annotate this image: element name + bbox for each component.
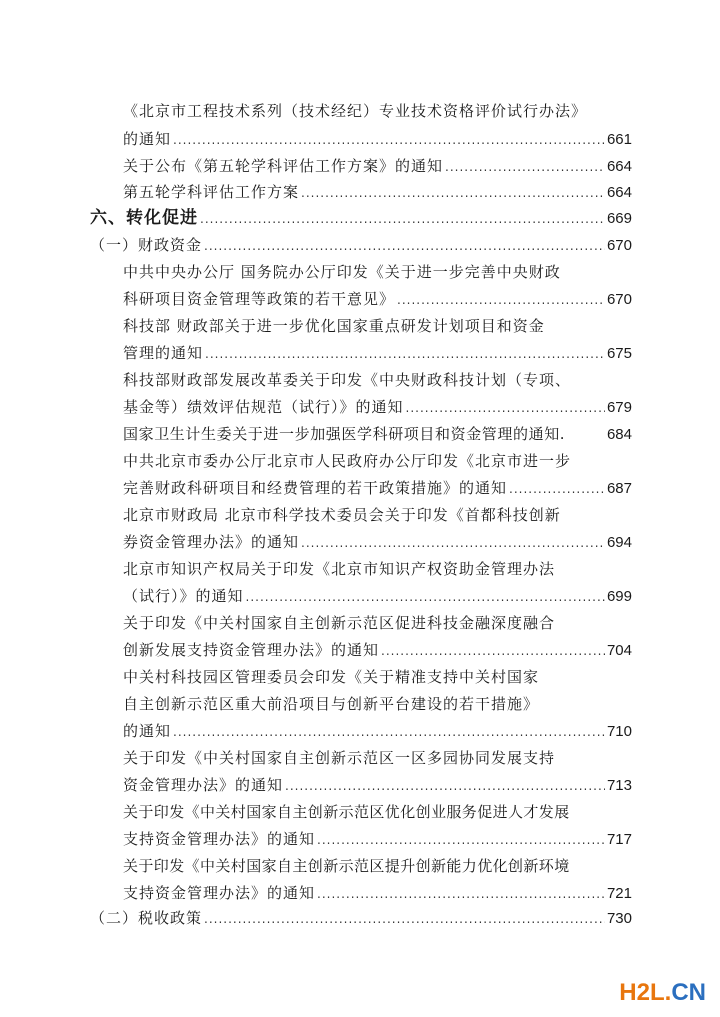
page-number: 661 [606, 131, 632, 148]
dot-leader [509, 476, 605, 502]
toc-entry-text: 券资金管理办法》的通知 [123, 533, 300, 551]
dot-leader [173, 719, 605, 745]
toc-section-title: （一）财政资金 [90, 236, 203, 254]
toc-section-line[interactable] [0, 232, 720, 258]
toc-entry-text: 的通知 [123, 722, 172, 740]
toc-entry-text: 北京市知识产权局关于印发《北京市知识产权资助金管理办法 [123, 560, 556, 578]
toc-entry-text: 支持资金管理办法》的通知 [123, 830, 316, 848]
toc-line [0, 448, 720, 474]
toc-line[interactable] [0, 286, 720, 312]
toc-line[interactable] [0, 340, 720, 366]
page-number: 670 [606, 291, 632, 308]
toc-line[interactable] [0, 880, 720, 906]
toc-entry-text: 《北京市工程技术系列（技术经纪）专业技术资格评价试行办法》 [123, 102, 588, 120]
toc-chapter-line[interactable] [0, 205, 720, 231]
toc-line [0, 502, 720, 528]
toc-entry-text: 关于印发《中关村国家自主创新示范区促进科技金融深度融合 [123, 614, 556, 632]
toc-entry-text: 自主创新示范区重大前沿项目与创新平台建设的若干措施》 [123, 695, 540, 713]
toc-line[interactable] [0, 394, 720, 420]
page-number: 679 [606, 399, 632, 416]
toc-entry-text: 中共中央办公厅 国务院办公厅印发《关于进一步完善中央财政 [123, 263, 561, 281]
toc-line [0, 98, 720, 124]
toc-entry-text: 的通知 [123, 130, 172, 148]
toc-entry-text: 管理的通知 [123, 344, 204, 362]
page-number: 717 [606, 831, 632, 848]
dot-leader [381, 638, 605, 664]
page-number: 664 [606, 184, 632, 201]
toc-line [0, 610, 720, 636]
toc-line [0, 313, 720, 339]
toc-entry-text: 北京市财政局 北京市科学技术委员会关于印发《首都科技创新 [123, 506, 561, 524]
toc-entry-text: 科技部财政部发展改革委关于印发《中央财政科技计划（专项、 [123, 371, 572, 389]
page-number: 721 [606, 885, 632, 902]
dot-leader [301, 180, 605, 206]
toc-entry-text: 资金管理办法》的通知 [123, 776, 284, 794]
page-number: 699 [606, 588, 632, 605]
toc-entry-text: 创新发展支持资金管理办法》的通知 [123, 641, 380, 659]
dot-leader [204, 233, 605, 259]
toc-entry-text: 中共北京市委办公厅北京市人民政府办公厅印发《北京市进一步 [123, 452, 572, 470]
toc-entry-text: 关于印发《中关村国家自主创新示范区提升创新能力优化创新环境 [123, 857, 570, 875]
toc-line[interactable] [0, 772, 720, 798]
page-number: 684 [606, 426, 632, 443]
toc-line[interactable] [0, 826, 720, 852]
toc-chapter-title: 六、转化促进 [90, 208, 198, 228]
toc-entry-text: 关于印发《中关村国家自主创新示范区一区多园协同发展支持 [123, 749, 556, 767]
dot-leader [173, 127, 605, 153]
page-number: 670 [606, 237, 632, 254]
dot-leader [246, 584, 605, 610]
toc-entry-text: 支持资金管理办法》的通知 [123, 884, 316, 902]
toc-line[interactable] [0, 179, 720, 205]
toc-section-line[interactable] [0, 905, 720, 931]
toc-line[interactable] [0, 126, 720, 152]
toc-entry-text: 科研项目资金管理等政策的若干意见》 [123, 290, 396, 308]
toc-line [0, 799, 720, 825]
toc-line[interactable] [0, 529, 720, 555]
dot-leader [204, 906, 605, 932]
toc-line [0, 745, 720, 771]
dot-leader [205, 341, 605, 367]
toc-entry-text: 科技部 财政部关于进一步优化国家重点研发计划项目和资金 [123, 317, 545, 335]
dot-leader [406, 395, 605, 421]
toc-line [0, 853, 720, 879]
toc-section-title: （二）税收政策 [90, 909, 203, 927]
page-number: 664 [606, 158, 632, 175]
toc-line[interactable] [0, 153, 720, 179]
page-number: 687 [606, 480, 632, 497]
toc-line[interactable] [0, 637, 720, 663]
toc-line [0, 664, 720, 690]
page-number: 710 [606, 723, 632, 740]
toc-line [0, 556, 720, 582]
dot-leader [285, 773, 605, 799]
dot-leader [317, 881, 605, 907]
toc-entry-text: （试行）》的通知 [123, 587, 244, 605]
page-number: 713 [606, 777, 632, 794]
toc-entry-text: 中关村科技园区管理委员会印发《关于精准支持中关村国家 [123, 668, 540, 686]
toc-entry-text: 关于印发《中关村国家自主创新示范区优化创业服务促进人才发展 [123, 803, 570, 821]
dot-leader [317, 827, 605, 853]
h2l-watermark-logo: H2L.CN [619, 979, 706, 1006]
toc-line [0, 259, 720, 285]
toc-entry-text: 第五轮学科评估工作方案 [123, 183, 300, 201]
dot-leader [445, 154, 605, 180]
page-number: 694 [606, 534, 632, 551]
page-number: 704 [606, 642, 632, 659]
dot-leader [301, 530, 605, 556]
toc-entry-text: 国家卫生计生委关于进一步加强医学科研项目和资金管理的通知. [123, 425, 566, 443]
dot-leader [397, 287, 605, 313]
toc-line [0, 367, 720, 393]
page-number: 675 [606, 345, 632, 362]
toc-entry-text: 完善财政科研项目和经费管理的若干政策措施》的通知 [123, 479, 508, 497]
page-number: 730 [606, 910, 632, 927]
page-number: 669 [606, 210, 632, 227]
toc-entry-text: 关于公布《第五轮学科评估工作方案》的通知 [123, 157, 444, 175]
toc-line[interactable] [0, 421, 720, 447]
toc-line [0, 691, 720, 717]
toc-entry-text: 基金等）绩效评估规范（试行）》的通知 [123, 398, 404, 416]
dot-leader [200, 206, 605, 232]
toc-line[interactable] [0, 583, 720, 609]
toc-line[interactable] [0, 718, 720, 744]
toc-line[interactable] [0, 475, 720, 501]
